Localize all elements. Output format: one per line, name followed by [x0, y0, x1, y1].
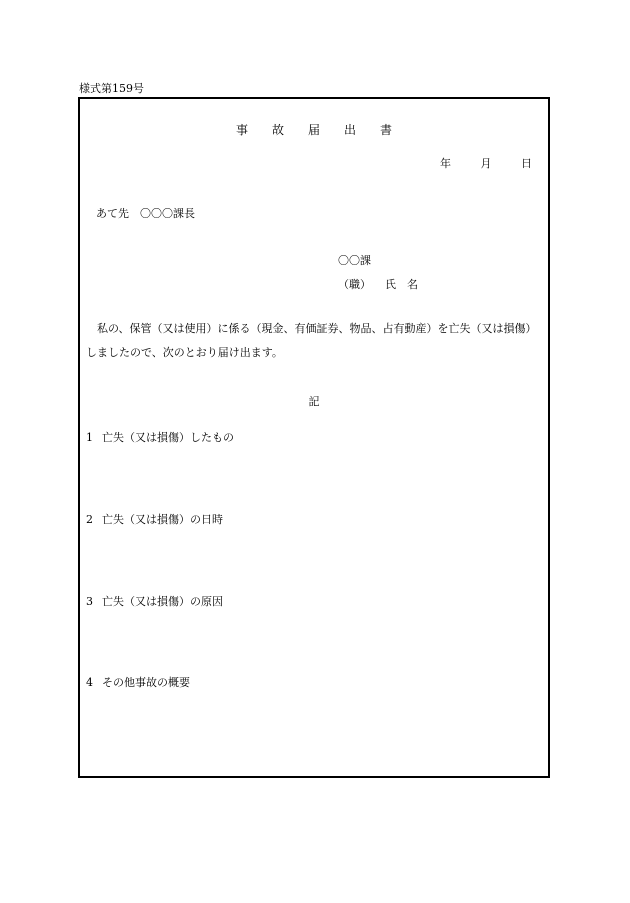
sender-name-label: 氏 名 — [385, 278, 418, 291]
form-frame — [78, 97, 550, 778]
item-number: 4 — [86, 676, 93, 689]
item-2 — [86, 511, 223, 527]
item-label: 亡失（又は損傷）の原因 — [102, 595, 223, 608]
addressee: あて先 〇〇〇課長 — [96, 207, 195, 220]
item-3 — [86, 593, 223, 609]
date-day: 日 — [521, 157, 534, 170]
item-4 — [86, 674, 190, 690]
item-number: 1 — [86, 431, 93, 444]
item-label: 亡失（又は損傷）したもの — [102, 431, 234, 444]
item-1 — [86, 429, 234, 445]
item-number: 2 — [86, 513, 93, 526]
item-number: 3 — [86, 595, 93, 608]
date-line — [418, 155, 534, 171]
date-year: 年 — [440, 157, 453, 170]
document-title: 事故届出書 — [235, 123, 416, 137]
ki-heading: 記 — [308, 395, 320, 408]
sender-department: 〇〇課 — [338, 254, 371, 267]
body-text: 私の、保管（又は使用）に係る（現金、有価証券、物品、占有動産）を亡失（又は損傷）しましたので、次のとおり届け出ます。 — [86, 322, 537, 359]
sender-name-line — [338, 276, 418, 292]
date-month: 月 — [480, 157, 494, 170]
form-number: 様式第159号 — [79, 82, 144, 95]
sender-title-prefix: （職） — [338, 278, 371, 291]
item-label: 亡失（又は損傷）の日時 — [102, 513, 223, 526]
item-label: その他事故の概要 — [102, 676, 190, 689]
